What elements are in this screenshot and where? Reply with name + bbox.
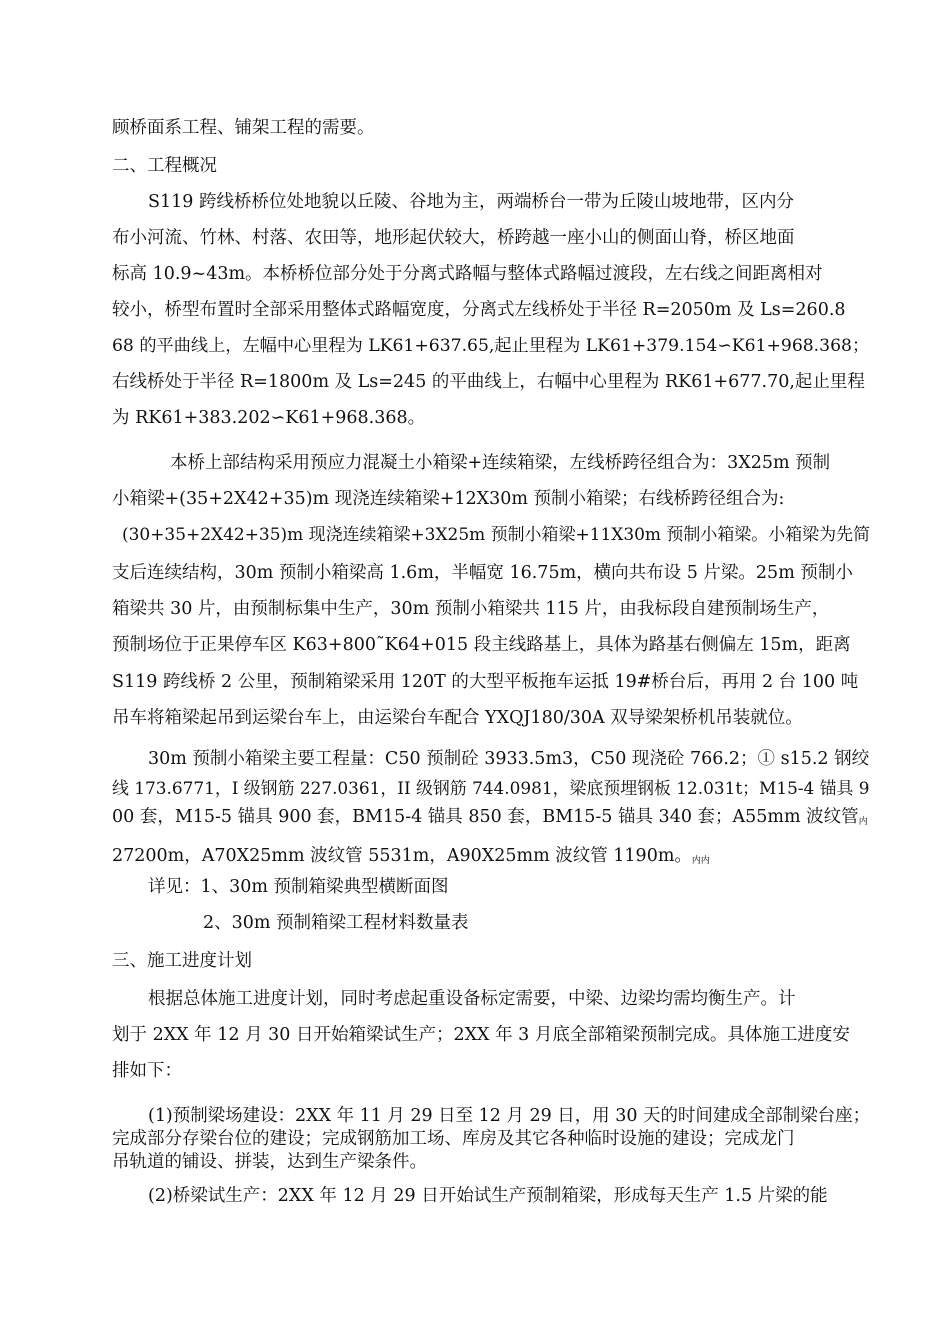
text-line: 划于 2XX 年 12 月 30 日开始箱梁试生产；2XX 年 3 月底全部箱梁预制完成。具体施工进度安	[112, 1025, 850, 1045]
text-line: 排如下：	[112, 1061, 182, 1081]
text-line: 吊轨道的铺设、拼装，达到生产梁条件。	[112, 1152, 427, 1172]
text-line: 布小河流、竹林、村落、农田等，地形起伏较大，桥跨越一座小山的侧面山脊，桥区地面	[112, 228, 795, 248]
text-line-main: 00 套，M15-5 锚具 900 套，BM15-4 锚具 850 套，BM15-5 锚具 340 套；A55mm 波纹管	[112, 807, 859, 827]
intro-line: 顾桥面系工程、铺架工程的需要。	[112, 118, 375, 138]
text-line: 根据总体施工进度计划，同时考虑起重设备标定需要，中梁、边梁均需均衡生产。计	[148, 989, 796, 1009]
text-line: 箱梁共 30 片，由预制标集中生产，30m 预制小箱梁共 115 片，由我标段自建预制场生产，	[112, 599, 830, 619]
small-mark: 内	[858, 817, 868, 827]
text-line: 预制场位于正果停车区 K63+800˜K64+015 段主线路基上，具体为路基右侧偏左 15m，距离	[112, 635, 851, 655]
reference-line-1: 详见：1、30m 预制箱梁典型横断面图	[148, 877, 449, 897]
text-line: 较小，桥型布置时全部采用整体式路幅宽度，分离式左线桥处于半径 R=2050m 及 Ls=260.8	[112, 300, 846, 320]
text-line: (30+35+2X42+35)m 现浇连续箱梁+3X25m 预制小箱梁+11X30m 预制小箱梁。小箱梁为先简	[122, 525, 871, 545]
text-line: 吊车将箱梁起吊到运梁台车上，由运梁台车配合 YXQJ180/30A 双导梁架桥机吊装就位。	[112, 708, 803, 728]
section-heading-overview: 二、工程概况	[112, 156, 217, 176]
text-line: 右线桥处于半径 R=1800m 及 Ls=245 的平曲线上，右幅中心里程为 RK61+677.70,起止里程	[112, 372, 865, 392]
text-line: (2)桥梁试生产：2XX 年 12 月 29 日开始试生产预制箱梁，形成每天生产 1.5 片梁的能	[148, 1186, 828, 1206]
text-line: 本桥上部结构采用预应力混凝土小箱梁+连续箱梁，左线桥跨径组合为：3X25m 预制	[170, 453, 831, 473]
text-line: 线 173.6771，I 级钢筋 227.0361，II 级钢筋 744.0981，梁底预埋钢板 12.031t；M15-4 锚具 9	[112, 778, 870, 798]
text-line: 小箱梁+(35+2X42+35)m 现浇连续箱梁+12X30m 预制小箱梁；右线桥跨径组合为:	[112, 489, 785, 509]
small-mark: 内内	[691, 856, 710, 866]
text-line: 68 的平曲线上，左幅中心里程为 LK61+637.65,起止里程为 LK61+379.154∽K61+968.368；	[112, 336, 870, 356]
text-line: 为 RK61+383.202∽K61+968.368。	[112, 408, 426, 428]
reference-line-2: 2、30m 预制箱梁工程材料数量表	[203, 913, 469, 933]
section-heading-schedule: 三、施工进度计划	[112, 951, 252, 971]
text-line	[112, 845, 710, 872]
text-line-main: 27200m，A70X25mm 波纹管 5531m，A90X25mm 波纹管 1190m。	[112, 846, 692, 866]
text-line: 完成部分存梁台位的建设；完成钢筋加工场、库房及其它各种临时设施的建设；完成龙门	[112, 1129, 795, 1149]
text-line: 支后连续结构，30m 预制小箱梁高 1.6m，半幅宽 16.75m，横向共布设 5 片梁。25m 预制小	[112, 563, 853, 583]
text-line: S119 跨线桥 2 公里，预制箱梁采用 120T 的大型平板拖车运抵 19#桥台后，再用 2 台 100 吨	[112, 672, 859, 692]
text-line: 30m 预制小箱梁主要工程量：C50 预制砼 3933.5m3，C50 现浇砼 766.2；① s15.2 钢绞	[148, 749, 870, 769]
text-line: S119 跨线桥桥位处地貌以丘陵、谷地为主，两端桥台一带为丘陵山坡地带，区内分	[148, 192, 794, 212]
text-line	[112, 806, 868, 833]
text-line: (1)预制梁场建设：2XX 年 11 月 29 日至 12 月 29 日，用 30 天的时间建成全部制梁台座；	[148, 1106, 871, 1126]
text-line: 标高 10.9~43m。本桥桥位部分处于分离式路幅与整体式路幅过渡段，左右线之间距离相对	[112, 264, 823, 284]
